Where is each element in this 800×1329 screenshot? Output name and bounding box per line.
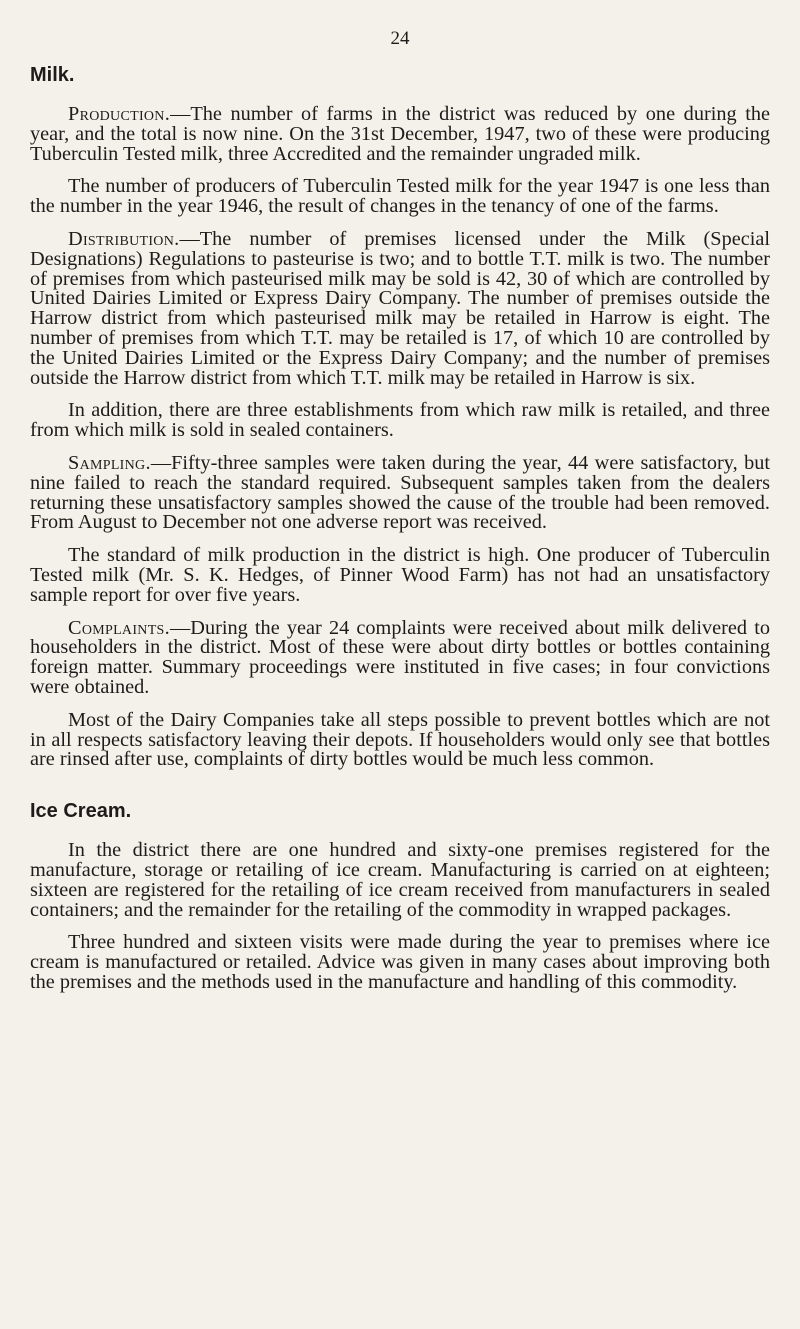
production-lead: Production. — [68, 103, 171, 125]
page-number: 24 — [390, 28, 410, 49]
complaints-lead: Complaints. — [68, 616, 171, 639]
distribution-lead: Distribution. — [68, 227, 180, 250]
sampling-paragraph — [30, 451, 770, 534]
production-paragraph — [30, 105, 770, 164]
sampling-text: —Fifty-three samples were taken during the year, 44 were satisfactory, but nine failed to reach the standard required. Subsequent samples taken from the dealers returning these unsatisfactory samples showed the cause of the trouble had been removed. From August to December not one adverse report was received. — [30, 451, 770, 534]
dairy-companies-paragraph: Most of the Dairy Companies take all steps possible to prevent bottles which are not in all respects satisfactory leaving their depots. If householders would only see that bottles are rinsed after use, complaints of dirty bottles would be much less common. — [30, 708, 770, 771]
raw-milk-paragraph: In addition, there are three establishments from which raw milk is retailed, and three from which milk is sold in sealed containers. — [30, 399, 770, 442]
producers-paragraph: The number of producers of Tuberculin Tested milk for the year 1947 is one less than the number in the year 1946, the result of changes in the tenancy of one of the farms. — [30, 175, 770, 218]
standard-paragraph: The standard of milk production in the district is high. One producer of Tuberculin Tested milk (Mr. S. K. Hedges, of Pinner Wood Farm) has not had an unsatisfactory sample report for over five years. — [30, 544, 770, 606]
distribution-text: —The number of premises licensed under the Milk (Special Designations) Regulations to pasteurise is two; and to bottle T.T. milk is two. The number of premises from which pasteurised milk may be sold is 42, 30 of which are controlled by United Dairies Limited or Express Dairy Company. The number of premises outside the Harrow district from which pasteurised milk may be retailed in Harrow is eight. The number of premises from which T.T. may be retailed is 17, of which 10 are controlled by the United Dairies Limited or the Express Dairy Company; and the number of premises outside the Harrow district from which T.T. milk may be retailed in Harrow is six. — [30, 227, 770, 389]
complaints-text: —During the year 24 complaints were received about milk delivered to householders in the district. Most of these were about dirty bottles or bottles containing foreign matter. Summary proceedings were instituted in five cases; in four convictions were obtained. — [30, 616, 770, 698]
complaints-paragraph — [30, 616, 770, 698]
document-page — [30, 28, 770, 1006]
distribution-paragraph — [30, 227, 770, 389]
milk-heading: Milk. — [30, 64, 75, 86]
production-text: —The number of farms in the district was reduced by one during the year, and the total is now nine. On the 31st December, 1947, two of these were producing Tuberculin Tested milk, three Accredited and the remainder ungraded milk. — [30, 103, 770, 165]
ice-cream-heading: Ice Cream. — [30, 800, 132, 823]
ice-cream-visits-paragraph: Three hundred and sixteen visits were made during the year to premises where ice cream is manufactured or retailed. Advice was given in many cases about improving both the premises and the methods used in the manufacture and handling of this commodity. — [30, 931, 770, 993]
sampling-lead: Sampling. — [68, 451, 151, 474]
ice-cream-premises-paragraph: In the district there are one hundred and sixty-one premises registered for the manufacture, storage or retailing of ice cream. Manufacturing is carried on at eighteen; sixteen are registered for the retailing of ice cream received from manufacturers in sealed containers; and the remainder for the retailing of the commodity in wrapped packages. — [30, 839, 770, 921]
